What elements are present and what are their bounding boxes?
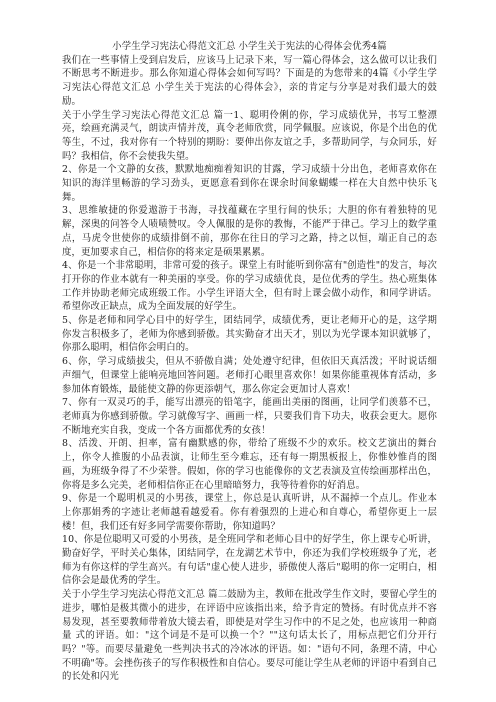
paragraph-item-6: 6、你，学习成绩拔尖，但从不骄傲自满；处处遵守纪律，但依旧天真活泼；平时说话细声细气，但课堂上能响亮地回答问题。老师打心眼里喜欢你！如果你能重视体育活动，多参加体育锻炼，最能使文静的你更添朝气，那么你定会更加讨人喜欢！ bbox=[62, 356, 437, 395]
document-title: 小学生学习宪法心得范文汇总 小学生关于宪法的心得体会优秀4篇 bbox=[112, 41, 387, 52]
paragraph-item-10: 10、你是位聪明又可爱的小男孩，是全班同学和老师心目中的好学生，你上课专心听讲，勤奋好学，平时关心集体，团结同学，在龙湖艺术节中，你还为我们学校班级争了光，老师为有你这样的学生高兴。有句话"虚心使人进步，骄傲使人落后"聪明的你一定明白，相信你会是最优秀的学生。 bbox=[62, 534, 437, 587]
paragraph-item-3: 3、思维敏捷的你爱遨游于书海，寻找蕴藏在字里行间的快乐；大胆的你有着独特的见解，深奥的问答令人啧啧赞叹。令人佩服的是你的教悔，不能严于律己。学习上的数学重点，马虎令世使你的成绩排倒不前，那你在往日的学习之路，持之以恒，端正自己的态度，更加要求自己，相信你的将来定是硕果累累。 bbox=[62, 205, 437, 258]
paragraph-item-4: 4、你是一个非常聪明，非常可爱的孩子。课堂上有时能听到你富有"创造性"的发言，每次打开你的作业本就有一种美丽的享受。你的学习成绩优良，是位优秀的学生。热心班集体工作并协助老师完成班级工作。小学生评语大全，但有时上课会做小动作，和同学讲话。希望你改正缺点，成为全面发展的好学生。 bbox=[62, 260, 437, 313]
paragraph-item-9: 9、你是一个聪明机灵的小男孩，课堂上，你总是认真听讲，从不漏掉一个点儿。作业本上你那娟秀的字迹让老师越看越爱看。你有着强烈的上进心和自尊心，希望你更上一层楼！但，我们还有好多同学需要你帮助，你知道吗？ bbox=[62, 493, 437, 532]
paragraph-item-7: 7、你有一双灵巧的手，能写出漂亮的铅笔字，能画出美丽的图画，让同学们羡慕不已，老师真为你感到骄傲。学习就像写字、画画一样，只要我们肯下功夫，收获会更大。愿你不断地充实自我，变成一个各方面都优秀的女孩！ bbox=[62, 397, 437, 436]
paragraph-item-8: 8、活泼、开朗、担率，富有幽默感的你，带给了班级不少的欢乐。校文艺演出的舞台上，你令人推腹的小品表演，让师生至今难忘，还有每一期黑板报上，你惟妙惟肖的图画，为班级争得了不少荣誉。假如，你的学习也能像你的文艺表演及宣传绘画那样出色，你将是多么完美，老师相信你正在心里暗暗努力，我等待着你的好消息。 bbox=[62, 438, 437, 491]
paragraph-item-5: 5、你是老师和同学心目中的好学生，团结同学，成绩优秀，更让老师开心的是，这学期你发言积极多了，老师为你感到骄傲。其实勤奋才出天才，别以为光学课本知识就够了，你那么聪明，相信你会明白的。 bbox=[62, 315, 437, 354]
document-body bbox=[62, 40, 437, 684]
paragraph-item-2: 2、你是一个文静的女孩，默默地痴痴着知识的甘露，学习成绩十分出色，老师喜欢你在知识的海洋里畅游的学习劲头，更愿意看到你在课余时间象蝴蝶一样在大自然中快乐飞舞。 bbox=[62, 164, 437, 203]
paragraph-item-1: 关于小学生学习宪法心得范文汇总 篇一1、聪明伶俐的你，学习成绩优异，书写工整漂亮，绘画充满灵气，朗读声情并茂，真令老师欣赏，同学佩服。应该说，你是个出色的优等生，不过，我对你有一个特别的期盼：要伸出你友谊之手，多帮助同学，与众同乐，好吗？我相信，你不会使我失望。 bbox=[62, 109, 437, 162]
paragraph-intro: 我们在一些事情上受到启发后，应该马上记录下来，写一篇心得体会，这么做可以让我们不断思考不断进步。那么你知道心得体会如何写吗？下面是的为您带来的4篇《小学生学习宪法心得范文汇总 小学生关于宪法的心得体会》，亲的肯定与分享是对我们最大的鼓励。 bbox=[62, 54, 437, 107]
paragraph-section-two: 关于小学生学习宪法心得范文汇总 篇二鼓励为主，教师在批改学生作文时，要留心学生的进步，哪怕是极其微小的进步，在评语中应该指出来，给予肯定的赞扬。有时优点并不容易发现，甚至要教师带着放大镜去看，即使是对学生习作中的不足之处，也应该用一种商量 式的评语。如："这个词是不是可以换一个？""这句话太长了，用标点把它们分开行吗？"等。而要尽量避免一些判决书式的冷冰冰的评语。如："语句不同，条理不清，中心不明确"等。会挫伤孩子的写作积极性和自信心。要尽可能让学生从老师的评语中看到自己的长处和闪光 bbox=[62, 589, 437, 683]
